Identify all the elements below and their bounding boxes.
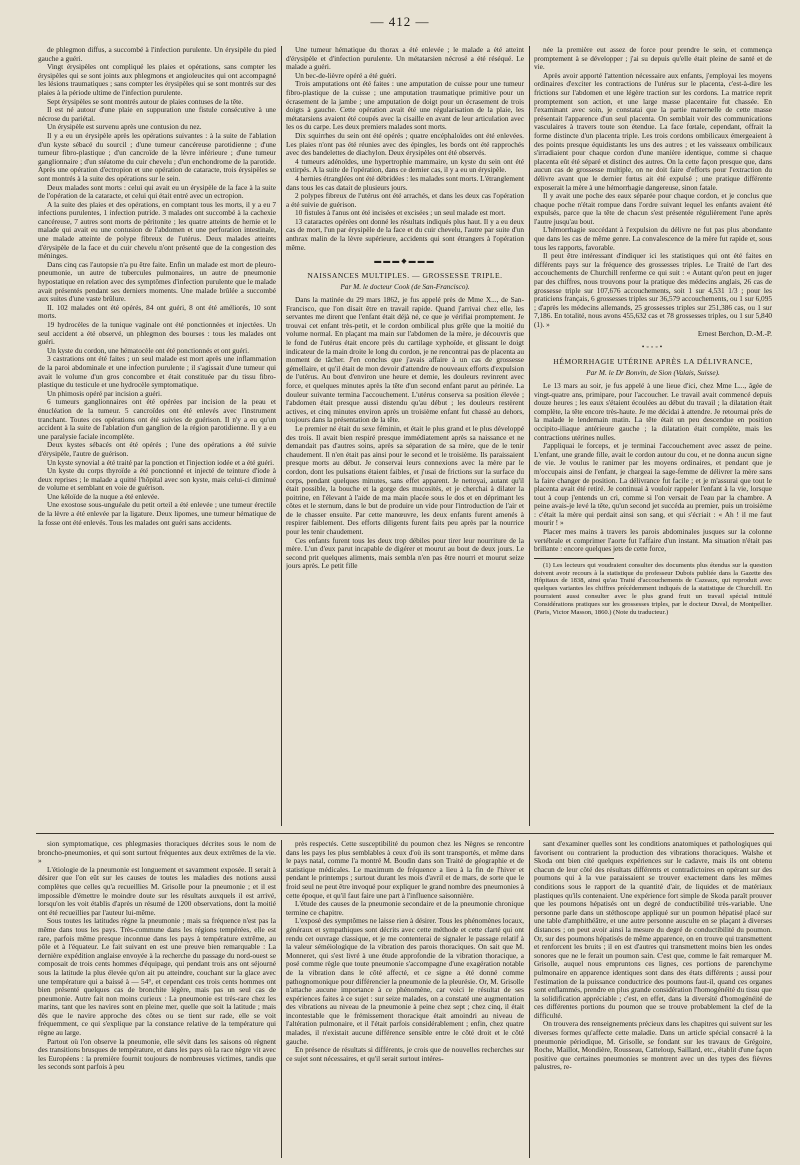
paragraph: 6 tumeurs ganglionnaires ont été opérées par incision de la peau et énucléation de la tumeur. 5 cancroïdes ont été enlevés avec l'instrument tranchant. Toutes ces opérations ont été suivies de guérison. Il n'y a eu qu'un accident à la suite de l'ablation d'un ganglion de la région parotidienne. Il y a eu une paralysie faciale incomplète.	[38, 397, 276, 441]
paragraph: Deux malades sont morts : celui qui avait eu un érysipèle de la face à la suite de l'opération de la cataracte, et celui qui était entré avec un ectropion.	[38, 182, 276, 201]
paragraph: 13 cataractes opérées ont donné les résultats indiqués plus haut. Il y a eu deux cas de mort, l'un par érysipèle de la face et du cuir chevelu, l'autre par suite d'un anthrax malin de la lèvre supérieure, accidents qui sont étrangers à l'opération même.	[286, 216, 524, 252]
top-column-2	[286, 46, 524, 826]
bottom-column-3	[534, 840, 772, 1158]
column-rule	[529, 46, 530, 826]
footnote-rule	[534, 558, 614, 559]
paragraph: Après avoir apporté l'attention nécessaire aux enfants, j'employai les moyens ordinaires d'exciter les contractions de l'utérus sur le placenta, c'est-à-dire les frictions sur l'abdomen et une légère traction sur les cordons. La matrice reprit promptement son action, et une large masse placentaire fut chassée. En l'examinant avec soin, je constatai que la partie maternelle de cette masse présentait l'apparence d'un seul placenta. On semblait voir des communications vasculaires à travers toute son étendue. La face fœtale, cependant, offrait la forme distincte d'un placenta triple. Les trois cordons ombilicaux émergeaient à des points presque équidistants les uns des autres ; et les vaisseaux ombilicaux s'irradiaient pour chaque cordon d'une manière identique, comme si chaque placenta eût été séparé et distinct des autres. On la cette façon presque que, dans aucun cas de grossesse multiple, on ne doit faire d'efforts pour l'extraction du délivre avant que le dernier fœtus ait été expulsé ; une pratique différente exposerait la mère à une hémorrhagie dangereuse, sinon fatale.	[534, 70, 772, 192]
paragraph: Un kyste du cordon, une hématocèle ont été ponctionnés et ont guéri.	[47, 345, 250, 355]
top-column-3	[534, 46, 772, 826]
paragraph: 4 hernies étranglées ont été débridées : les malades sont morts. L'étranglement dans tous les cas datait de plusieurs jours.	[286, 173, 524, 192]
paragraph: Dans cinq cas l'autopsie n'a pu être faite. Enfin un malade est mort de pleuro-pneumonie, un autre de tubercules pulmonaires, un autre de pneumonie hypostatique en relation avec des symptômes d'infection purulente que le malade avait présentés pendant ses derniers moments. Une malade brûlée a succombé aux suites d'une vaste brûlure.	[38, 259, 276, 304]
paragraph: Un bec-de-lièvre opéré a été guéri.	[295, 70, 397, 80]
paragraph: Deux kystes sébacés ont été opérés ; l'une des opérations a été suivie d'érysipèle, l'autre de guérison.	[38, 440, 276, 458]
paragraph: Un érysipèle est survenu après une contusion du nez.	[47, 122, 202, 132]
paragraph: 10 fistules à l'anus ont été incisées et excisées ; un seul malade est mort.	[295, 208, 506, 218]
paragraph: 2 polypes fibreux de l'utérus ont été arrachés, et dans les deux cas l'opération a été suivie de guérison.	[286, 191, 524, 209]
section-rule	[36, 833, 774, 834]
article-byline: Par M. le docteur Cook (de San-Francisco).	[340, 282, 470, 292]
column-rule	[281, 840, 282, 1158]
article-byline: Par M. le Dr Bonvin, de Sion (Valais, Suisse).	[586, 368, 720, 378]
paragraph: Trois amputations ont été faites : une amputation de cuisse pour une tumeur fibro-plastique de la cuisse ; une amputation traumatique primitive pour un écrasement de la jambe ; une amputation de doigt pour un écrasement de trois doigts à gauche. Cette opération avait été une régularisation de la plaie, les métatarsiens avaient été coupés avec la cisaille en avant de leur articulation avec les os du carpe. Les deux premiers malades sont morts.	[286, 79, 524, 132]
paragraph: Une tumeur hématique du thorax a été enlevée ; le malade a été atteint d'érysipèle et d'infection purulente. Un métatarsien nécrosé a été réséqué. Le malade a guéri.	[286, 46, 524, 72]
ornamental-divider: ▬▬▬◆▬▬▬	[374, 257, 436, 266]
paragraph: Placer mes mains à travers les parois abdominales jusques sur la colonne vertébrale et comprimer l'aorte fut l'affaire d'un instant. Ma situation n'était pas brillante : encore quelques jets de cette force,	[534, 527, 772, 554]
paragraph: L'étiologie de la pneumonie est longuement et savamment exposée. Il serait à désirer que l'on eût sur les causes de toutes les maladies des notions aussi complètes que celles qu'a recueillies M. Grisolle pour la pneumonie ; et il est impossible d'émettre le moindre doute sur les résultats auxquels il est arrivé, lorsqu'on les voit établis d'après un résumé de 1200 observations, dont la moitié ont été recueillies par l'auteur lui-même.	[38, 864, 276, 917]
paragraph: Il est né autour d'une plaie en suppuration une fistule consécutive à une nécrose du pariétal.	[38, 105, 276, 123]
paragraph: Ces enfants furent tous les deux trop débiles pour tirer leur nourriture de la mère. L'un d'eux parut incapable de digérer et mourut au bout de deux jours. Le second prit quelques aliments, mais sembla n'en pas être nourri et mourut seize jours après. Le petit fille	[286, 535, 524, 571]
paragraph: L'exposé des symptômes ne laisse rien à désirer. Tous les phénomènes locaux, généraux et sympathiques sont décrits avec cette méthode et cette clarté qui ont rendu cet ouvrage classique, et je me contenterai de signaler le passage relatif à la valeur séméiologique de la vibration des parois thoraciques. On sait que M. Monneret, qui s'est livré à une étude approfondie de la vibration thoracique, a posé comme règle que toute pneumonie s'accompagne d'une exagération notable de la vibration dans le côté affecté, et ce signe a été donné comme pathognomonique pour différencier la pneumonie de la pleurésie. Or, M. Grisolle n'attache aucune importance à ce phénomène, car voici le résultat de ses expériences faites à ce sujet : sur seize malades, on a constaté une augmentation des vibrations au niveau de la pneumonie à peine chez sept ; chez cinq, il était incontestable que le frémissement thoracique était amoindri au niveau de l'altération pulmonaire, et il l'était parfois considérablement ; enfin, chez quatre malades, il n'existait aucune différence sensible entre le côté droit et le côté gauche.	[286, 916, 524, 1046]
paragraph: sion symptomatique, ces phlegmasies thoraciques décrites sous le nom de broncho-pneumonies, et qui sont surtout fréquentes aux deux extrêmes de la vie. »	[38, 840, 276, 866]
paragraph: A la suite des plaies et des opérations, en comptant tous les morts, il y a eu 7 infections purulentes, 1 infection putride. 3 malades ont succombé à la cachexie cancéreuse, 7 autres sont morts de péritonite ; les quatre atteints de hernie et le malade qui avait eu une contusion de l'abdomen et une perforation intestinale, une malade atteinte de polype fibreux de l'utérus. Deux malades atteints d'érysipèle de la face et du cuir chevelu n'ont présenté que de la congestion des méninges.	[38, 199, 276, 261]
footnote: (1) Les lecteurs qui voudraient consulter des documents plus étendus sur la question doivent avoir recours à la statistique du professeur Dubois publiée dans la Gazette des Hôpitaux de 1838, ainsi qu'au Traité d'accouchements de Cazeaux, qui reproduit avec quelques variantes les chiffres précédemment indiqués de la statistique de Churchill. En pourraient aussi consulter avec le plus grand fruit un travail spécial intitulé Considérations pratiques sur les grossesses triples, par le docteur Duval, de Montpellier. (Paris, Victor Masson, 1860.) (Note du traducteur.)	[534, 561, 772, 616]
ornamental-divider: •◦◦◦•	[641, 343, 665, 352]
paragraph: Partout où l'on observe la pneumonie, elle sévit dans les saisons où règnent des transitions brusques de température, et dans les pays où la race nègre vit avec les Européens : la première fournit toujours de nombreuses victimes, tandis que les seconds sont parfois à peu	[38, 1036, 276, 1072]
paragraph: 3 castrations ont été faites ; un seul malade est mort après une inflammation de la paroi abdominale et une infection purulente ; il s'agissait d'une tumeur qui avait le volume d'un gros concombre et était constituée par du tissu fibro-plastique du testicule et une hydrocèle symptomatique.	[38, 354, 276, 390]
paragraph: Sous toutes les latitudes règne la pneumonie ; mais sa fréquence n'est pas la même dans tous les pays. Très-commune dans les régions tempérées, elle est rare, parfois même presque inconnue dans les pays à température extrême, au pôle et à l'équateur. Le fait suivant en est une preuve bien remarquable : La dernière expédition anglaise envoyée à la recherche du passage du nord-ouest se composait de trois cents hommes d'équipage, qui pendant trois ans ont séjourné sous la latitude la plus élevée qu'on ait pu atteindre, couchant sur la glace avec une température qui a baissé à — 54°, et cependant ces trois cents hommes ont bien présenté quelques cas de bronchite légère, mais pas un seul cas de pneumonie. Autre fait non moins curieux : La pneumonie est très-rare chez les marins, tant que les navires sont en pleine mer, quelle que soit la latitude ; mais dès que le navire approche des côtes ou se tient sur rade, elle se voit fréquemment, ce qui s'explique par la constance relative de la température qui règne au large.	[38, 916, 276, 1038]
bottom-column-2	[286, 840, 524, 1158]
paragraph: L'étude des causes de la pneumonie secondaire et de la pneumonie chronique termine ce chapitre.	[286, 899, 524, 917]
paragraph: J'appliquai le forceps, et je terminai l'accouchement avec assez de peine. L'enfant, une grande fille, avait le cordon autour du cou, et ne donna aucun signe de vie. Je voulus le ranimer par les moyens ordinaires, et pendant que je m'occupais ainsi de l'enfant, je chargeai la sage-femme de délivrer la mère sans la faire changer de position. La délivrance fut facile ; et je m'assurai que tout le placenta avait été retiré. Je continuai à vouloir rappeler l'enfant à la vie, lorsque tout à coup j'entends un cri, comme si l'on versait de l'eau par la chambre. A peine avais-je levé la tête, qu'un second jet succéda au premier, puis un troisième : c'était la mère qui perdait ainsi son sang, et qui s'écriait : « Ah ! il me faut mourir ! »	[534, 441, 772, 528]
paragraph: près respectés. Cette susceptibilité du poumon chez les Nègres se rencontre dans les pays les plus semblables à ceux d'où ils sont transportés, et même dans le pays natal, comme l'a montré M. Boudin dans son Traité de géographie et de statistique médicales. Le maximum de fréquence a lieu à la fin de l'hiver et pendant le printemps ; surtout durant les mois d'avril et de mars, de sorte que le froid seul ne peut être invoqué pour expliquer le grand nombre des pneumonies à cette époque, et qu'il faut faire une part à l'influence saisonnière.	[286, 840, 524, 900]
paragraph: sant d'examiner quelles sont les conditions anatomiques et pathologiques qui favorisent ou contrarient la production des vibrations thoraciques. Walshe et Skoda ont bien cité quelques expériences sur le cadavre, mais ils ont obtenu chacun de leur côté des résultats différents et contradictoires en opérant sur des poumons qui à la vue paraissaient se trouver exactement dans les mêmes conditions sous le rapport de la quantité d'air, de liquides et de matériaux plastiques qu'ils contenaient. Une expérience fort simple de Skoda paraît prouver que les poumons hépatisés ont un degré de conductibilité très-variable. Une personne parle dans un stéthoscope appliqué sur un poumon hépatisé placé sur une table d'amphithéâtre, et une autre personne ausculte en se plaçant à diverses distances ; on peut avoir ainsi la mesure du degré de conductibilité du poumon. Or, sur des poumons hépatisés de même apparence, on en trouve qui transmettent et renforcent les bruits ; il en est d'autres qui transmettent moins bien les ondes sonores que ne le ferait un poumon sain. C'est que, comme le fait remarquer M. Grisolle, auquel nous empruntons ces lignes, ces portions de parenchyme pulmonaire en apparence identiques sont dans des états différents ; aussi pour l'estimation de la puissance conductrice des poumons faut-il, quand ces organes sont enflammés, prendre en plus grande considération l'homogénéité du tissu que la solidification appréciable ; c'est, en effet, dans la diversité d'homogénéité de ces différentes portions du poumon que se trouve probablement la clef de la difficulté.	[534, 840, 772, 1020]
paragraph: Vingt érysipèles ont compliqué les plaies et opérations, sans compter les érysipèles qui se sont joints aux phlegmons et angioleucites qui ont accompagné les lésions traumatiques ; sans compter les érysipèles qui se sont montrés sur des plaies à la période ultime de l'infection purulente.	[38, 62, 276, 97]
paragraph: Un kyste synovial a été traité par la ponction et l'injection iodée et a été guéri.	[47, 457, 275, 467]
paragraph: Le premier né était du sexe féminin, et était le plus grand et le plus développé des trois. Il avait bien respiré presque immédiatement après sa naissance et ne demandait pas d'autres soins, après sa séparation de sa mère, que de le tenir chaudement. Il n'en était pas ainsi pour le second et le troisième. Ils paraissaient presque morts au début. Je conservai leurs connexions avec la mère par le cordon, dont les pulsations étaient faibles, et j'usai de frictions sur la surface du corps, pendant quelques minutes, sans effet apparent. Je nettoyai, autant qu'il était possible, la bouche et la gorge des mucosités, et je cherchai à dilater la poitrine, en l'élevant à l'aide de ma main placée sous le dos et en déprimant les côtes et le sternum, dans le but de produire un vide pour l'introduction de l'air et de le chasser ensuite. Par cette manœuvre, les deux enfants furent amenés à respirer faiblement. Des efforts diligents furent faits peu après par la nourrice pour les tenir chaudement.	[286, 423, 524, 537]
paragraph: II. 102 malades ont été opérés, 84 ont guéri, 8 ont été améliorés, 10 sont morts.	[38, 302, 276, 321]
paragraph: Le 13 mars au soir, je fus appelé à une lieue d'ici, chez Mme L..., âgée de vingt-quatre ans, primipare, pour l'accoucher. Le travail avait commencé depuis douze heures ; les eaux s'étaient écoulées au début du travail ; la dilatation était complète, la tête encore très-haute. Je me décidai à attendre. Je retournai près de la malade le lendemain matin. La tête était un peu descendue en position occipito-iliaque antérieure gauche ; la dilatation était complète, mais les contractions utérines nulles.	[534, 380, 772, 442]
paragraph: Dix squirrhes du sein ont été opérés ; quatre encéphaloïdes ont été enlevées. Les plaies n'ont pas été réunies avec des épingles, les bords ont été rapprochés avec des bandelettes de diachylon. Deux érysipèles ont été observés.	[286, 130, 524, 158]
paragraph: Il y a eu un érysipèle après les opérations suivantes : à la suite de l'ablation d'un kyste sébacé du sourcil ; d'une tumeur cancéreuse parotidienne ; d'une tumeur fibro-plastique ; d'un cancroïde de la lèvre inférieure ; d'une tumeur ganglionnaire ; d'un stéatome du cuir chevelu ; d'un enchondrome de la parotide. Après une opération d'ectropion et une opération de cataracte, trois érysipèles se sont montrés à la suite des opérations sur le sein.	[38, 130, 276, 183]
article-signature: Ernest Berchon, D.-M.-P.	[697, 328, 772, 338]
paragraph: Il y avait une poche des eaux séparée pour chaque cordon, et je conclus que chaque poche n'était rompue dans l'ordre suivant lequel les enfants avaient été expulsés, parce que la tête de chacun s'est présentée régulièrement l'une après l'autre jusqu'au bout.	[534, 191, 772, 226]
paragraph: née la première eut assez de force pour prendre le sein, et commença promptement à se développer ; j'ai su depuis qu'elle était pleine de santé et de vie.	[534, 46, 772, 72]
paragraph: Sept érysipèles se sont montrés autour de plaies contuses de la tête.	[47, 96, 244, 106]
paragraph: 4 tumeurs adénoïdes, une hypertrophie mammaire, un kyste du sein ont été extirpés. A la suite de l'opération, dans ce dernier cas, il y a eu un érysipèle.	[286, 156, 524, 175]
top-column-1	[38, 46, 276, 826]
paragraph: L'hémorrhagie succédant à l'expulsion du délivre ne fut pas plus abondante que dans les cas de même genre. La convalescence de la mère fut rapide et, sous tous les rapports, favorable.	[534, 225, 772, 252]
bottom-column-1	[38, 840, 276, 1158]
paragraph: Un phimosis opéré par incision a guéri.	[47, 388, 162, 398]
column-rule	[529, 840, 530, 1158]
article-title: NAISSANCES MULTIPLES. — GROSSESSE TRIPLE.	[307, 270, 503, 280]
paragraph: On trouvera des renseignements précieux dans les chapitres qui suivent sur les diverses formes qu'affecte cette maladie. Dans un article spécial consacré à la pneumonie périodique, M. Grisolle, se fondant sur les travaux de Grégoire, Roche, Maillot, Mondière, Rousseau, Catteloup, Saillard, etc., établit d'une façon positive que certaines pneumonies se montrent avec un des types des fièvres palustres, re-	[534, 1019, 772, 1072]
paragraph: En présence de résultats si différents, je crois que de nouvelles recherches sur ce sujet sont nécessaires, et qu'il serait surtout intéres-	[286, 1045, 524, 1063]
paragraph: Une kéloïde de la nuque a été enlevée.	[47, 491, 160, 501]
column-rule	[281, 46, 282, 826]
paragraph: 19 hydrocèles de la tunique vaginale ont été ponctionnées et injectées. Un seul accident a été observé, un phlegmon des bourses : tous les malades ont guéri.	[38, 320, 276, 347]
paragraph: Un kyste du corps thyroïde a été ponctionné et injecté de teinture d'iode à deux reprises ; le malade a quitté l'hôpital avec son kyste, mais celui-ci diminué de volume et semblant en voie de guérison.	[38, 466, 276, 493]
paragraph: de phlegmon diffus, a succombé à l'infection purulente. Un érysipèle du pied gauche a guéri.	[38, 46, 276, 63]
paragraph: Une exostose sous-unguéale du petit orteil a été enlevée ; une tumeur érectile de la lèvre a été enlevée par la ligature. Deux lipomes, une tumeur hématique de la fosse ont été enlevés. Tous les malades ont guéri sans accidents.	[38, 500, 276, 527]
paragraph: Dans la matinée du 29 mars 1862, je fus appelé près de Mme X..., de San-Francisco, que l'on disait être en travail rapide. Quand j'arrivai chez elle, les servantes me dirent que l'enfant était déjà né, ce que je vérifiai promptement. Je trouvai cet enfant très-petit, et le cordon ombilical plus grêle que la moitié du volume normal. En plaçant ma main sur l'abdomen de la mère, je découvris que le fond de l'utérus était encore près du cartilage xyphoïde, et glissant le doigt indicateur de la main droite le long du cordon, je ne rencontrai pas de placenta au moment de tâcher. J'en conclus que j'avais affaire à un cas de grossesse gémellaire, et qu'il était de mon devoir d'attendre de nouveaux efforts d'expulsion de l'utérus. Au bout d'environ une heure et demie, les douleurs revinrent avec force, et quelques minutes après la tête d'un second enfant parut au périnée. La douleur suivante termina l'accouchement. L'utérus conserva sa position élevée ; l'abdomen était presque aussi distendu qu'au début ; les douleurs restèrent actives, et cinq minutes environ après un troisième enfant fut chassé au dehors, toujours dans la présentation de la tête.	[286, 295, 524, 425]
paragraph: Il peut être intéressant d'indiquer ici les statistiques qui ont été faites en différents pays sur la fréquence des grossesses triples. Le Traité de l'art des accouchements de Churchill renferme ce qui suit : « Autant qu'on peut en juger par des chiffres, nous trouvons pour la pratique des médecins anglais, 26 cas de grossesse triple sur 107,676 accouchements, soit 1 sur 4,531 1/3 ; pour les praticiens français, 6 grossesses triples sur 36,579 accouchements, ou 1 sur 6,095 ; d'après les médecins allemands, 25 grossesses triples sur 251,386 cas, ou 1 sur 7,186. En totalité, nous avons 455,632 cas et 78 grossesses triples, ou 1 sur 5,840 (1). »	[534, 251, 772, 329]
article-title: HÉMORRHAGIE UTÉRINE APRÈS LA DÉLIVRANCE,	[553, 356, 753, 366]
page-number: — 412 —	[370, 14, 430, 29]
